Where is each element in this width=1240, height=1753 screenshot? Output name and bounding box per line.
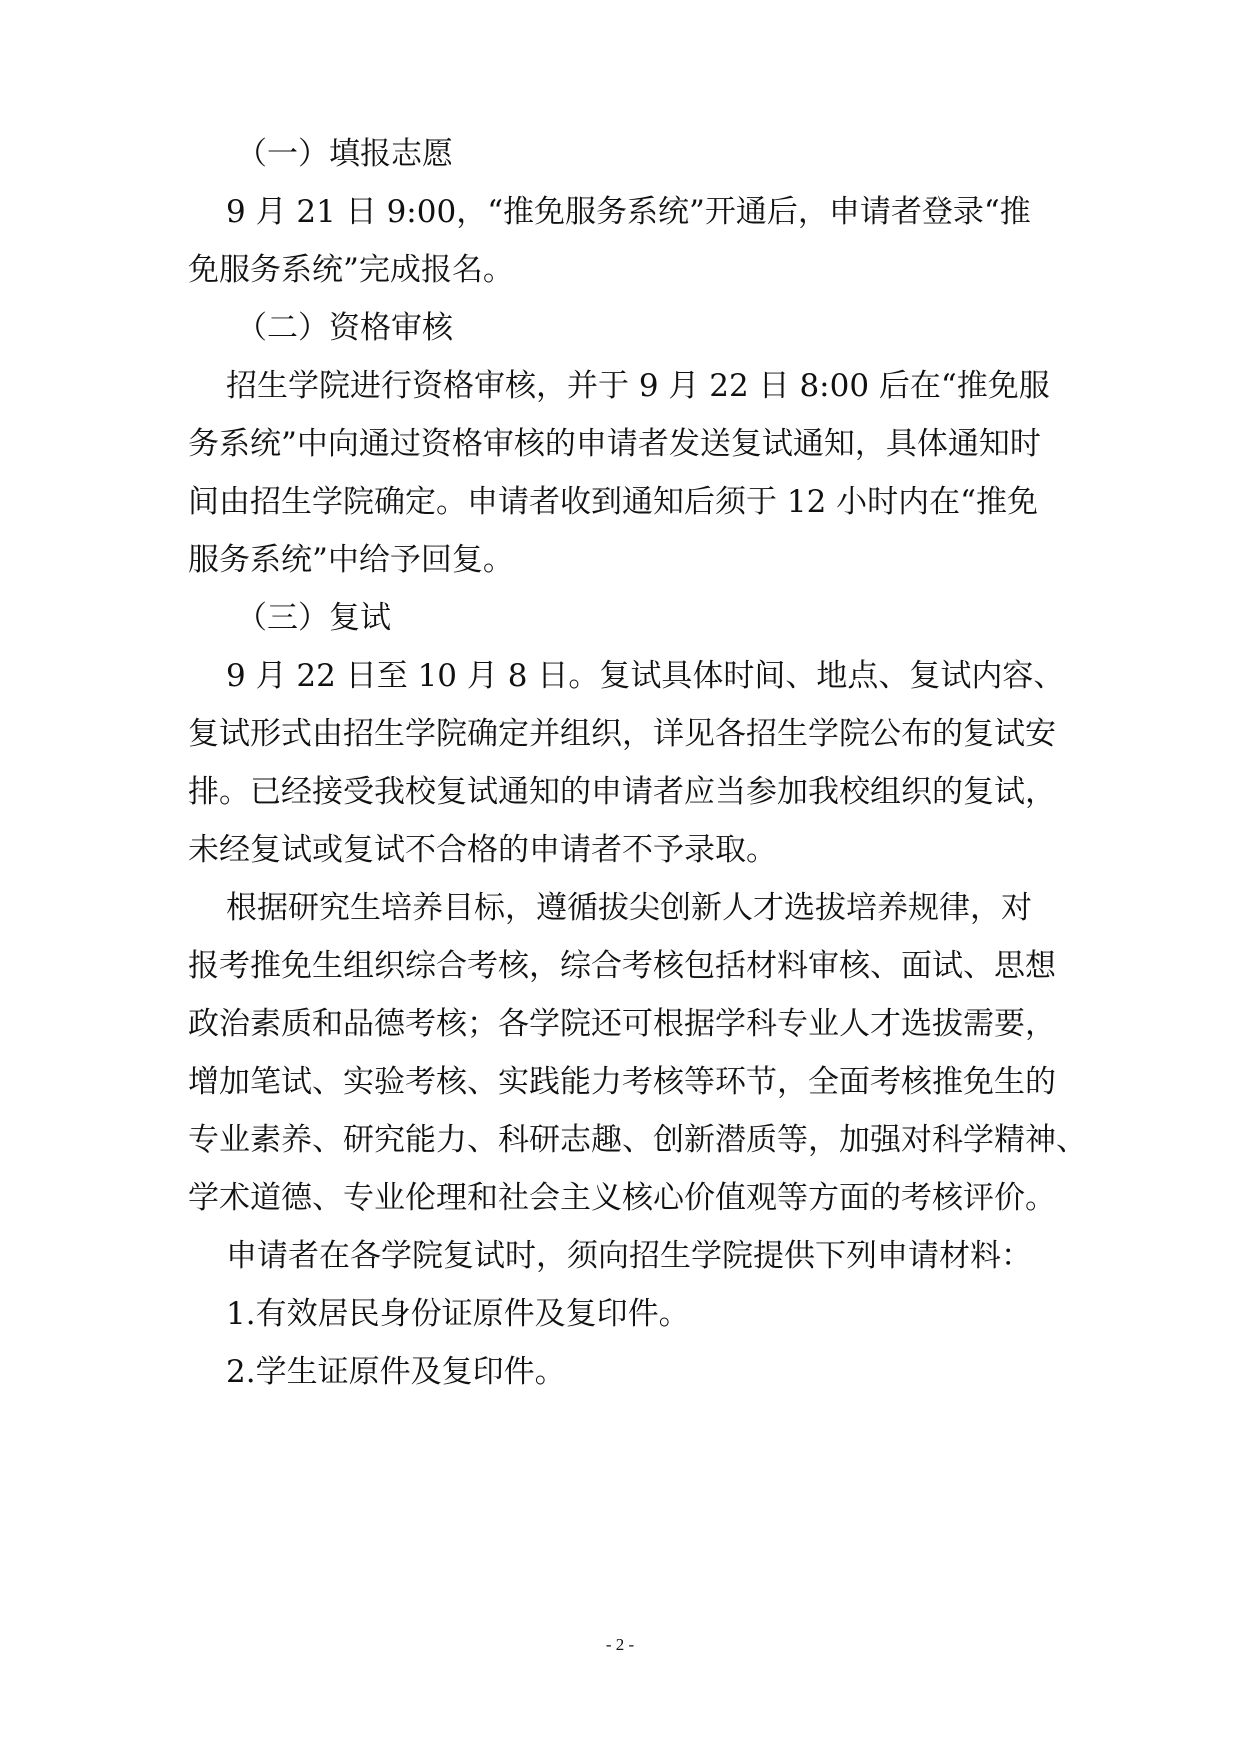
paragraph-line: 免服务系统”完成报名。 <box>188 252 514 288</box>
section-heading-review: （二）资格审核 <box>236 310 453 346</box>
paragraph-line: 申请者在各学院复试时，须向招生学院提供下列申请材料： <box>226 1238 1032 1274</box>
paragraph-line: 增加笔试、实验考核、实践能力考核等环节，全面考核推免生的 <box>188 1064 1056 1100</box>
paragraph-line: 未经复试或复试不合格的申请者不予录取。 <box>188 832 777 868</box>
paragraph-line: 根据研究生培养目标，遵循拔尖创新人才选拔培养规律，对 <box>226 890 1032 926</box>
paragraph-line: 政治素质和品德考核；各学院还可根据学科专业人才选拔需要， <box>188 1006 1056 1042</box>
paragraph-line: 招生学院进行资格审核，并于 9 月 22 日 8:00 后在“推免服 <box>226 368 1050 404</box>
paragraph-line: 专业素养、研究能力、科研志趣、创新潜质等，加强对科学精神、 <box>188 1122 1087 1158</box>
page-number: - 2 - <box>605 1635 635 1654</box>
paragraph-line: 9 月 22 日至 10 月 8 日。复试具体时间、地点、复试内容、 <box>226 658 1065 694</box>
paragraph-line: 排。已经接受我校复试通知的申请者应当参加我校组织的复试， <box>188 774 1056 810</box>
material-item: 2.学生证原件及复印件。 <box>226 1354 566 1390</box>
paragraph-line: 学术道德、专业伦理和社会主义核心价值观等方面的考核评价。 <box>188 1180 1056 1216</box>
paragraph-line: 间由招生学院确定。申请者收到通知后须于 12 小时内在“推免 <box>188 484 1038 520</box>
paragraph-line: 9 月 21 日 9:00，“推免服务系统”开通后，申请者登录“推 <box>226 194 1031 230</box>
section-heading-retest: （三）复试 <box>236 600 391 636</box>
paragraph-line: 务系统”中向通过资格审核的申请者发送复试通知，具体通知时 <box>188 426 1041 462</box>
material-item: 1.有效居民身份证原件及复印件。 <box>226 1296 690 1332</box>
section-heading-apply: （一）填报志愿 <box>236 136 453 172</box>
paragraph-line: 报考推免生组织综合考核，综合考核包括材料审核、面试、思想 <box>188 948 1056 984</box>
paragraph-line: 服务系统”中给予回复。 <box>188 542 514 578</box>
paragraph-line: 复试形式由招生学院确定并组织，详见各招生学院公布的复试安 <box>188 716 1056 752</box>
